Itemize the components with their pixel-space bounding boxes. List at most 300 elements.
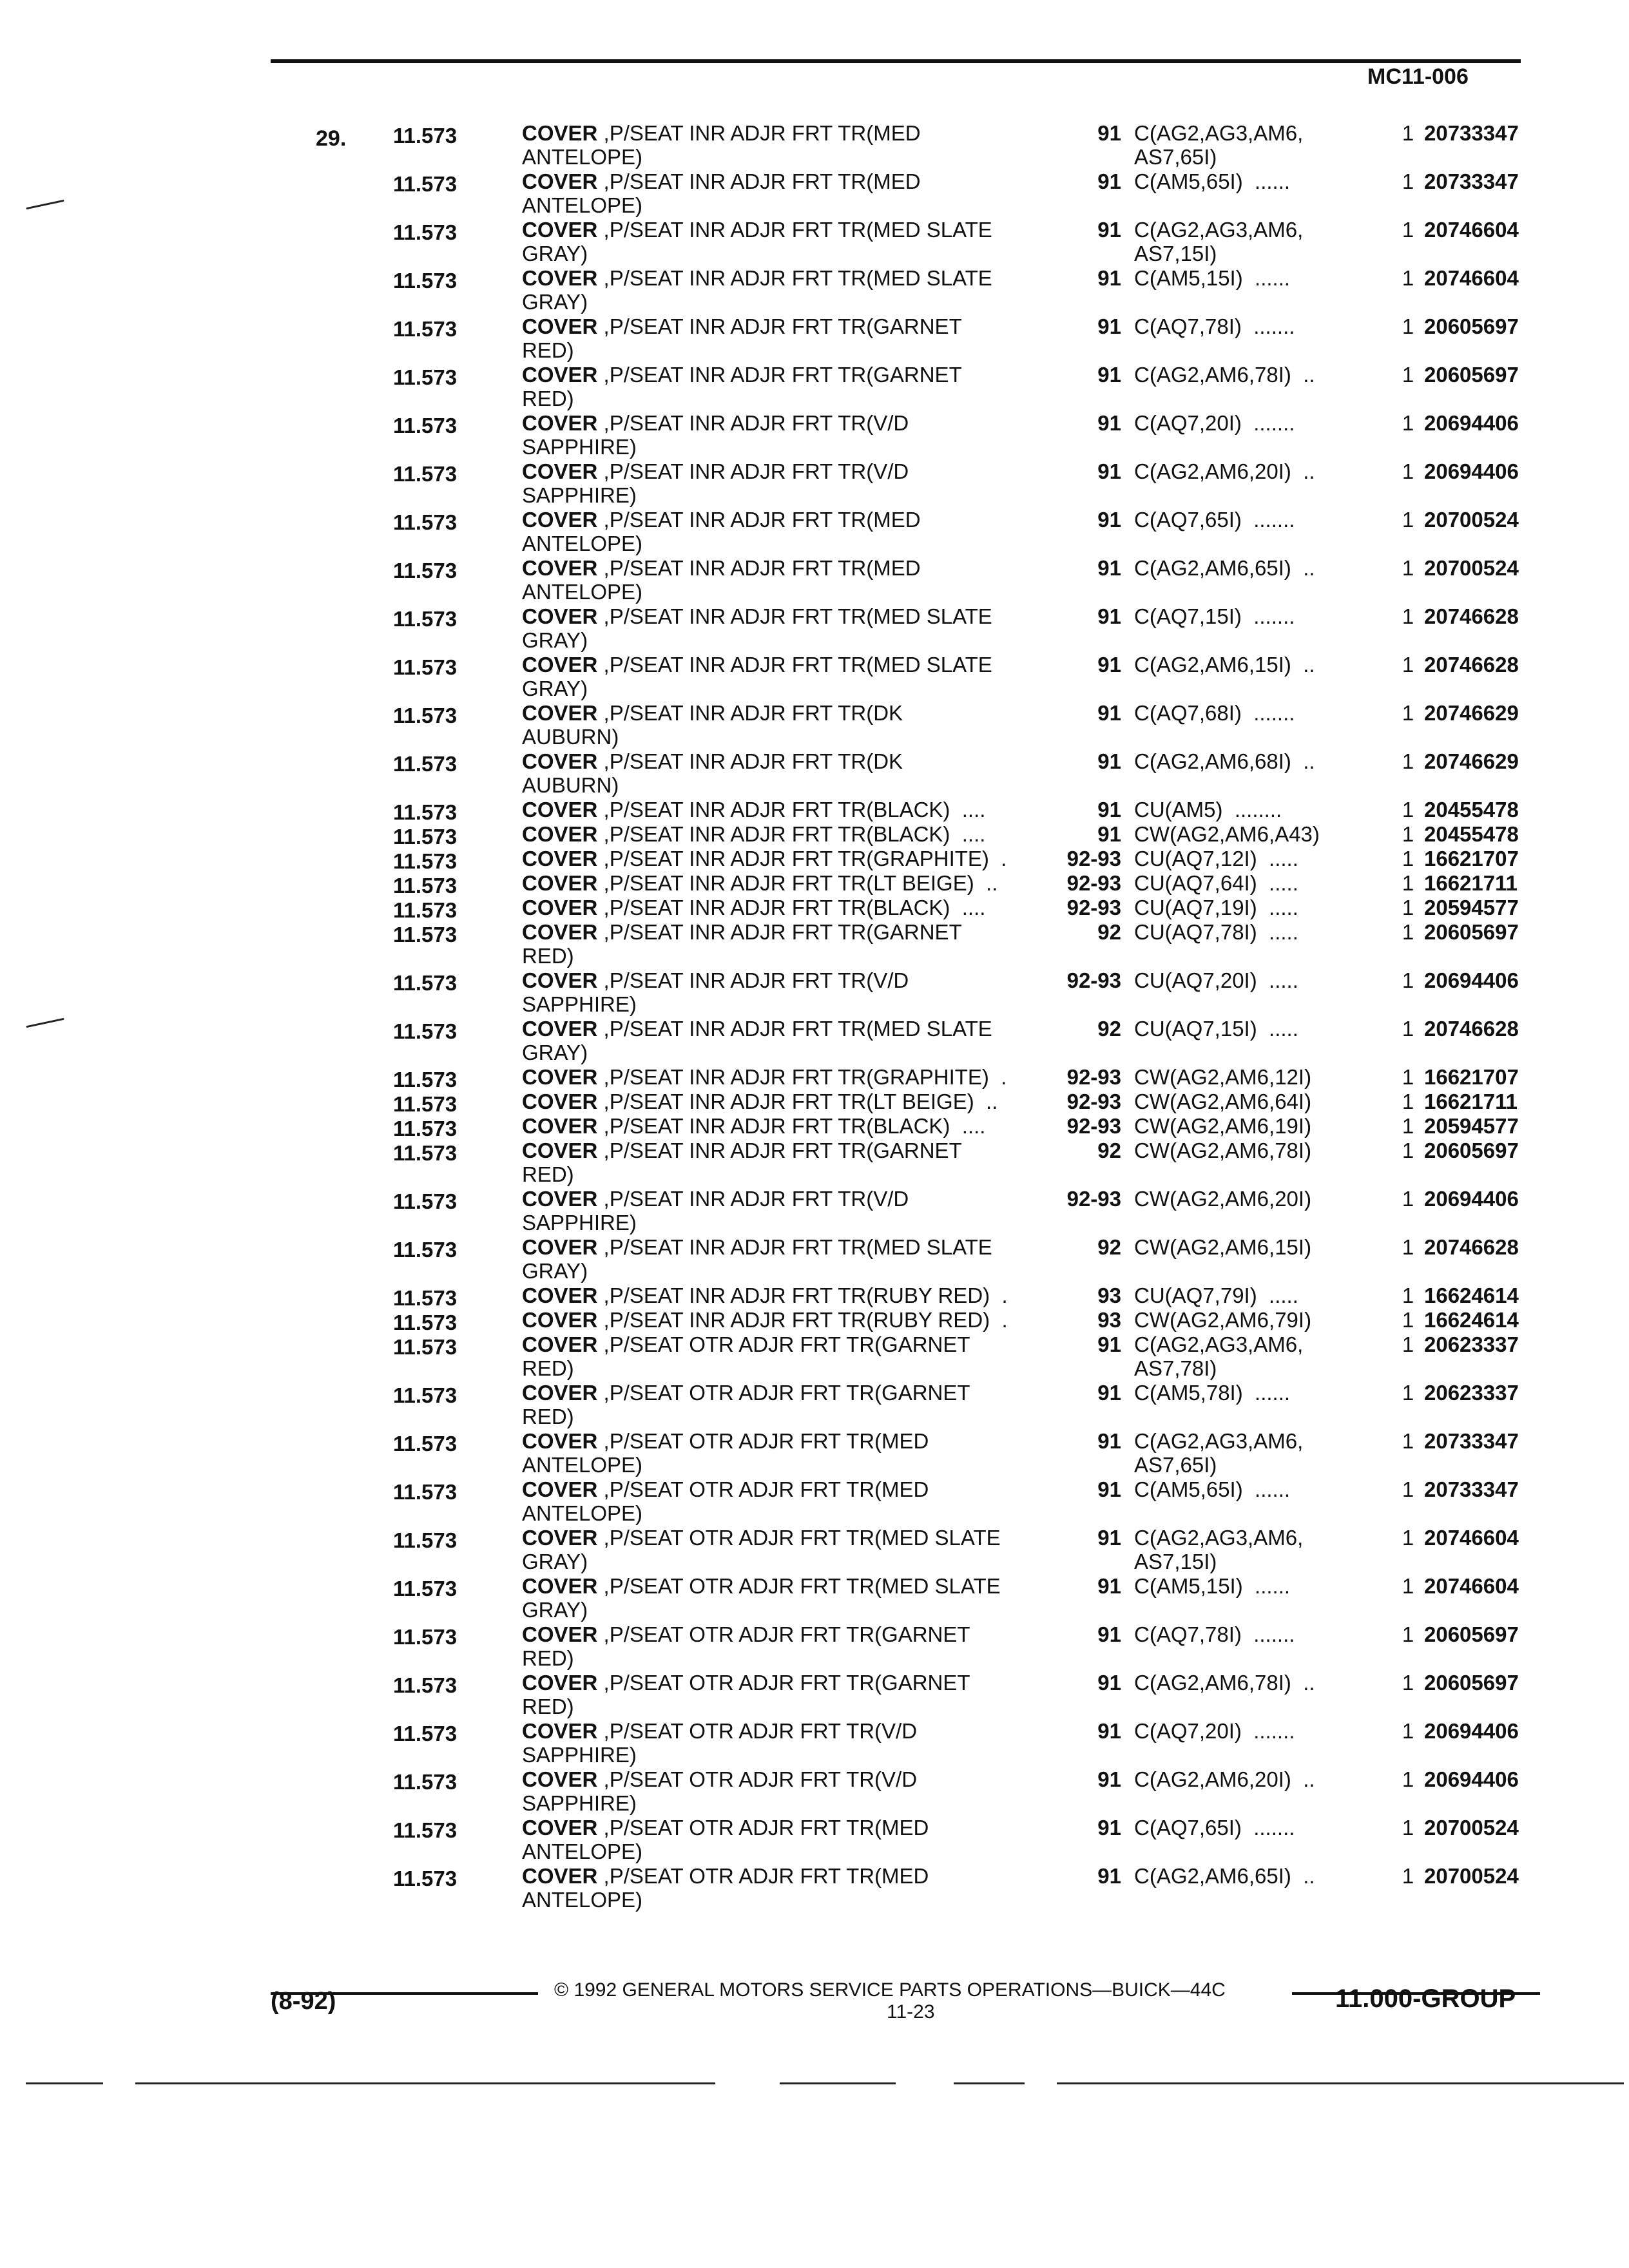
quantity: 1 [1402,653,1414,677]
part-row [0,1816,1629,1864]
quantity: 1 [1402,1065,1414,1089]
part-description: COVER ,P/SEAT INR ADJR FRT TR(V/D SAPPHIRE) [522,411,909,459]
bottom-rule [954,2082,1025,2084]
part-number: 16621711 [1424,871,1518,895]
part-number: 20605697 [1424,920,1519,944]
part-row [0,1114,1629,1139]
model-code: C(AG2,AM6,78I) .. [1134,1671,1315,1695]
part-description: COVER ,P/SEAT INR ADJR FRT TR(GARNET RED) [522,920,962,968]
part-row [0,1381,1629,1429]
part-row [0,822,1629,847]
part-number: 20605697 [1424,314,1519,338]
model-code: CW(AG2,AM6,A43) [1134,822,1320,846]
part-description: COVER ,P/SEAT INR ADJR FRT TR(MED ANTELOPE) [522,556,921,604]
part-row [0,169,1629,218]
model-code: C(AQ7,15I) ....... [1134,604,1295,628]
quantity: 1 [1402,1308,1414,1332]
part-number: 20605697 [1424,1671,1519,1695]
model-year: 92-93 [1066,1090,1121,1113]
quantity: 1 [1402,121,1414,145]
quantity: 1 [1402,1090,1414,1113]
part-number: 20746629 [1424,701,1519,725]
part-description: COVER ,P/SEAT INR ADJR FRT TR(V/D SAPPHIRE) [522,459,909,507]
part-row [0,896,1629,920]
model-code: C(AM5,15I) ...... [1134,1574,1291,1598]
part-number: 20746628 [1424,1017,1519,1041]
quantity: 1 [1402,1864,1414,1888]
model-code: CW(AG2,AM6,19I) [1134,1114,1312,1138]
group-code: 11.573 [393,317,458,341]
model-year: 91 [1097,266,1121,290]
group-code: 11.573 [393,1480,458,1504]
part-description: COVER ,P/SEAT OTR ADJR FRT TR(MED ANTELOPE) [522,1864,929,1912]
part-row [0,1308,1629,1332]
quantity: 1 [1402,822,1414,846]
item-number: 29. [316,126,347,151]
part-number: 20746629 [1424,749,1519,773]
model-year: 92-93 [1066,847,1121,870]
quantity: 1 [1402,363,1414,387]
model-code: CW(AG2,AM6,78I) [1134,1139,1312,1162]
group-code: 11.573 [393,1238,458,1262]
model-year: 91 [1097,363,1121,387]
part-number: 20700524 [1424,1816,1519,1840]
group-code: 11.573 [393,800,458,824]
part-number: 20700524 [1424,556,1519,580]
quantity: 1 [1402,1622,1414,1646]
part-row [0,604,1629,653]
quantity: 1 [1402,411,1414,435]
model-year: 91 [1097,1526,1121,1550]
model-year: 91 [1097,1332,1121,1356]
group-code: 11.573 [393,1528,458,1552]
group-code: 11.573 [393,124,458,148]
model-year: 93 [1097,1308,1121,1332]
part-number: 20700524 [1424,1864,1519,1888]
part-row [0,1139,1629,1187]
part-row [0,1090,1629,1114]
part-row [0,1429,1629,1477]
model-code: C(AG2,AG3,AM6, AS7,78I) [1134,1332,1304,1380]
part-row [0,556,1629,604]
part-row [0,1574,1629,1622]
part-row [0,920,1629,968]
quantity: 1 [1402,847,1414,870]
part-number: 16621707 [1424,847,1519,870]
part-description: COVER ,P/SEAT OTR ADJR FRT TR(GARNET RED) [522,1332,970,1380]
model-year: 91 [1097,1574,1121,1598]
model-code: C(AQ7,68I) ....... [1134,701,1295,725]
model-year: 91 [1097,169,1121,193]
group-code: 11.573 [393,655,458,679]
model-year: 92-93 [1066,1065,1121,1089]
model-code: CU(AQ7,20I) ..... [1134,968,1298,992]
part-number: 20455478 [1424,798,1519,822]
group-code: 11.573 [393,172,458,196]
part-number: 20700524 [1424,508,1519,532]
quantity: 1 [1402,459,1414,483]
part-description: COVER ,P/SEAT INR ADJR FRT TR(RUBY RED) . [522,1308,1008,1332]
model-year: 92-93 [1066,896,1121,919]
part-row [0,363,1629,411]
model-year: 91 [1097,459,1121,483]
quantity: 1 [1402,1381,1414,1405]
part-description: COVER ,P/SEAT OTR ADJR FRT TR(MED ANTELOPE) [522,1477,929,1525]
group-code: 11.573 [393,220,458,244]
part-description: COVER ,P/SEAT OTR ADJR FRT TR(V/D SAPPHIRE) [522,1719,918,1767]
group-code: 11.573 [393,269,458,293]
part-description: COVER ,P/SEAT INR ADJR FRT TR(MED SLATE GRAY) [522,1017,992,1064]
part-number: 20694406 [1424,968,1519,992]
model-year: 92-93 [1066,1114,1121,1138]
part-row [0,749,1629,798]
model-code: C(AM5,65I) ...... [1134,1477,1291,1501]
part-number: 20594577 [1424,896,1519,919]
model-code: CW(AG2,AM6,12I) [1134,1065,1312,1089]
part-row [0,1864,1629,1912]
bottom-rule [780,2082,896,2084]
part-number: 20694406 [1424,1187,1519,1211]
group-code: 11.573 [393,1117,458,1140]
quantity: 1 [1402,1429,1414,1453]
model-code: C(AG2,AM6,65I) .. [1134,556,1315,580]
part-row [0,653,1629,701]
part-number: 20623337 [1424,1381,1519,1405]
quantity: 1 [1402,604,1414,628]
part-row [0,411,1629,459]
part-number: 20746628 [1424,1235,1519,1259]
group-code: 11.573 [393,1818,458,1842]
group-code: 11.573 [393,1092,458,1116]
model-year: 91 [1097,1429,1121,1453]
top-rule [271,59,1521,63]
quantity: 1 [1402,169,1414,193]
model-year: 92 [1097,1139,1121,1162]
quantity: 1 [1402,508,1414,532]
model-year: 91 [1097,798,1121,822]
part-row [0,871,1629,896]
model-year: 91 [1097,411,1121,435]
footer-date-code: (8-92) [271,1988,336,2015]
part-description: COVER ,P/SEAT INR ADJR FRT TR(MED SLATE GRAY) [522,266,992,314]
part-description: COVER ,P/SEAT INR ADJR FRT TR(LT BEIGE) .. [522,1090,998,1113]
model-code: CW(AG2,AM6,15I) [1134,1235,1312,1259]
quantity: 1 [1402,920,1414,944]
group-code: 11.573 [393,1770,458,1794]
part-number: 16624614 [1424,1308,1519,1332]
model-code: C(AM5,65I) ...... [1134,169,1291,193]
group-code: 11.573 [393,849,458,873]
group-code: 11.573 [393,1335,458,1359]
part-description: COVER ,P/SEAT INR ADJR FRT TR(BLACK) .... [522,798,986,822]
part-description: COVER ,P/SEAT INR ADJR FRT TR(MED ANTELOPE) [522,121,921,169]
group-code: 11.573 [393,1286,458,1310]
part-row [0,847,1629,871]
model-code: CU(AQ7,19I) ..... [1134,896,1298,919]
part-number: 20694406 [1424,1719,1519,1743]
part-row [0,1477,1629,1526]
part-row [0,314,1629,363]
part-number: 20694406 [1424,411,1519,435]
quantity: 1 [1402,1017,1414,1041]
group-code: 11.573 [393,1432,458,1456]
part-row [0,218,1629,266]
quantity: 1 [1402,1767,1414,1791]
part-number: 20733347 [1424,1477,1519,1501]
model-code: C(AG2,AM6,15I) .. [1134,653,1315,677]
model-year: 91 [1097,604,1121,628]
part-row [0,1767,1629,1816]
part-description: COVER ,P/SEAT INR ADJR FRT TR(GARNET RED) [522,1139,962,1186]
part-row [0,459,1629,508]
model-year: 91 [1097,121,1121,145]
model-code: C(AG2,AG3,AM6, AS7,15I) [1134,1526,1304,1573]
part-number: 20733347 [1424,1429,1519,1453]
part-number: 16621707 [1424,1065,1519,1089]
part-number: 16621711 [1424,1090,1518,1113]
quantity: 1 [1402,1477,1414,1501]
part-row [0,1065,1629,1090]
group-code: 11.573 [393,898,458,922]
part-description: COVER ,P/SEAT INR ADJR FRT TR(GRAPHITE) . [522,1065,1007,1089]
model-code: C(AQ7,20I) ....... [1134,1719,1295,1743]
part-description: COVER ,P/SEAT OTR ADJR FRT TR(MED SLATE GRAY) [522,1574,1001,1622]
part-number: 20605697 [1424,1622,1519,1646]
part-row [0,1526,1629,1574]
model-code: C(AG2,AM6,20I) .. [1134,459,1315,483]
model-code: C(AQ7,20I) ....... [1134,411,1295,435]
model-year: 91 [1097,1477,1121,1501]
part-description: COVER ,P/SEAT OTR ADJR FRT TR(GARNET RED) [522,1622,970,1670]
part-row [0,1235,1629,1283]
model-year: 92 [1097,920,1121,944]
group-code: 11.573 [393,1722,458,1745]
quantity: 1 [1402,1332,1414,1356]
model-code: C(AQ7,65I) ....... [1134,1816,1295,1840]
part-description: COVER ,P/SEAT INR ADJR FRT TR(GARNET RED) [522,314,962,362]
part-row [0,798,1629,822]
model-code: C(AM5,15I) ...... [1134,266,1291,290]
footer-page-number: 11-23 [887,2001,935,2023]
group-code: 11.573 [393,971,458,995]
quantity: 1 [1402,556,1414,580]
part-row [0,1671,1629,1719]
model-code: CU(AQ7,15I) ..... [1134,1017,1298,1041]
group-code: 11.573 [393,462,458,486]
model-year: 91 [1097,749,1121,773]
part-number: 20746604 [1424,1574,1519,1598]
part-description: COVER ,P/SEAT INR ADJR FRT TR(MED ANTELOPE) [522,169,921,217]
part-description: COVER ,P/SEAT OTR ADJR FRT TR(MED SLATE GRAY) [522,1526,1001,1573]
model-year: 92-93 [1066,968,1121,992]
quantity: 1 [1402,266,1414,290]
part-description: COVER ,P/SEAT INR ADJR FRT TR(RUBY RED) . [522,1283,1008,1307]
model-code: CU(AQ7,12I) ..... [1134,847,1298,870]
part-row [0,1622,1629,1671]
model-code: C(AQ7,65I) ....... [1134,508,1295,532]
part-description: COVER ,P/SEAT INR ADJR FRT TR(MED SLATE GRAY) [522,653,992,700]
part-number: 20733347 [1424,169,1519,193]
model-code: C(AG2,AM6,20I) .. [1134,1767,1315,1791]
model-code: C(AG2,AM6,78I) .. [1134,363,1315,387]
group-code: 11.573 [393,874,458,898]
model-code: CW(AG2,AM6,64I) [1134,1090,1312,1113]
part-row [0,266,1629,314]
footer-copyright: © 1992 GENERAL MOTORS SERVICE PARTS OPERATIONS—BUICK—44C [554,1979,1226,2001]
quantity: 1 [1402,218,1414,242]
part-row [0,508,1629,556]
part-description: COVER ,P/SEAT OTR ADJR FRT TR(GARNET RED) [522,1671,970,1718]
quantity: 1 [1402,1671,1414,1695]
group-code: 11.573 [393,607,458,631]
group-code: 11.573 [393,1311,458,1334]
model-year: 93 [1097,1283,1121,1307]
group-code: 11.573 [393,825,458,849]
model-code: C(AG2,AG3,AM6, AS7,65I) [1134,1429,1304,1477]
part-description: COVER ,P/SEAT INR ADJR FRT TR(MED ANTELOPE) [522,508,921,555]
model-year: 91 [1097,508,1121,532]
model-code: C(AG2,AM6,65I) .. [1134,1864,1315,1888]
model-code: CW(AG2,AM6,20I) [1134,1187,1312,1211]
model-year: 91 [1097,218,1121,242]
part-row [0,1187,1629,1235]
model-year: 92-93 [1066,871,1121,895]
model-year: 91 [1097,822,1121,846]
part-number: 20746628 [1424,604,1519,628]
quantity: 1 [1402,701,1414,725]
model-code: CU(AM5) ........ [1134,798,1282,822]
part-number: 20746628 [1424,653,1519,677]
quantity: 1 [1402,1719,1414,1743]
group-code: 11.573 [393,1141,458,1165]
model-year: 91 [1097,556,1121,580]
part-number: 20746604 [1424,218,1519,242]
part-number: 20694406 [1424,1767,1519,1791]
quantity: 1 [1402,314,1414,338]
bottom-rule [26,2082,103,2084]
part-number: 20746604 [1424,1526,1519,1550]
model-code: CU(AQ7,79I) ..... [1134,1283,1298,1307]
group-code: 11.573 [393,365,458,389]
quantity: 1 [1402,1139,1414,1162]
part-description: COVER ,P/SEAT INR ADJR FRT TR(GARNET RED) [522,363,962,410]
part-description: COVER ,P/SEAT INR ADJR FRT TR(MED SLATE GRAY) [522,604,992,652]
part-row [0,121,1629,169]
model-code: C(AM5,78I) ...... [1134,1381,1291,1405]
part-number: 20733347 [1424,121,1519,145]
group-code: 11.573 [393,1383,458,1407]
part-description: COVER ,P/SEAT INR ADJR FRT TR(V/D SAPPHIRE) [522,968,909,1016]
model-code: C(AQ7,78I) ....... [1134,314,1295,338]
group-code: 11.573 [393,1577,458,1600]
part-row [0,1719,1629,1767]
model-year: 92 [1097,1017,1121,1041]
parts-list [0,121,1629,1912]
quantity: 1 [1402,1187,1414,1211]
quantity: 1 [1402,1816,1414,1840]
part-description: COVER ,P/SEAT INR ADJR FRT TR(MED SLATE GRAY) [522,218,992,265]
group-code: 11.573 [393,923,458,947]
group-code: 11.573 [393,1019,458,1043]
model-year: 91 [1097,1622,1121,1646]
bottom-rule [1057,2082,1624,2084]
reference-code: MC11-006 [1367,64,1469,89]
model-year: 91 [1097,1671,1121,1695]
part-description: COVER ,P/SEAT INR ADJR FRT TR(GRAPHITE) . [522,847,1007,870]
part-number: 20455478 [1424,822,1519,846]
part-row [0,1017,1629,1065]
footer-group: 11.000-GROUP [1335,1984,1516,2013]
part-row [0,701,1629,749]
part-description: COVER ,P/SEAT OTR ADJR FRT TR(V/D SAPPHIRE) [522,1767,918,1815]
part-description: COVER ,P/SEAT OTR ADJR FRT TR(MED ANTELOPE) [522,1429,929,1477]
part-row [0,968,1629,1017]
group-code: 11.573 [393,559,458,582]
group-code: 11.573 [393,510,458,534]
part-description: COVER ,P/SEAT INR ADJR FRT TR(BLACK) .... [522,822,986,846]
group-code: 11.573 [393,752,458,776]
model-year: 91 [1097,1719,1121,1743]
part-description: COVER ,P/SEAT INR ADJR FRT TR(DK AUBURN) [522,749,903,797]
group-code: 11.573 [393,1625,458,1649]
model-year: 91 [1097,1767,1121,1791]
part-row [0,1283,1629,1308]
part-number: 20694406 [1424,459,1519,483]
model-code: CW(AG2,AM6,79I) [1134,1308,1312,1332]
part-number: 20605697 [1424,1139,1519,1162]
quantity: 1 [1402,1114,1414,1138]
part-row [0,1332,1629,1381]
part-description: COVER ,P/SEAT OTR ADJR FRT TR(MED ANTELOPE) [522,1816,929,1863]
quantity: 1 [1402,749,1414,773]
part-number: 16624614 [1424,1283,1519,1307]
part-description: COVER ,P/SEAT INR ADJR FRT TR(V/D SAPPHIRE) [522,1187,909,1235]
quantity: 1 [1402,871,1414,895]
model-code: CU(AQ7,64I) ..... [1134,871,1298,895]
part-number: 20594577 [1424,1114,1519,1138]
quantity: 1 [1402,1283,1414,1307]
model-year: 91 [1097,653,1121,677]
part-description: COVER ,P/SEAT INR ADJR FRT TR(BLACK) .... [522,1114,986,1138]
part-description: COVER ,P/SEAT INR ADJR FRT TR(BLACK) .... [522,896,986,919]
part-number: 20746604 [1424,266,1519,290]
quantity: 1 [1402,798,1414,822]
quantity: 1 [1402,1574,1414,1598]
group-code: 11.573 [393,1673,458,1697]
quantity: 1 [1402,1235,1414,1259]
part-description: COVER ,P/SEAT INR ADJR FRT TR(MED SLATE GRAY) [522,1235,992,1283]
part-description: COVER ,P/SEAT INR ADJR FRT TR(DK AUBURN) [522,701,903,749]
model-year: 91 [1097,1816,1121,1840]
model-code: CU(AQ7,78I) ..... [1134,920,1298,944]
model-code: C(AQ7,78I) ....... [1134,1622,1295,1646]
quantity: 1 [1402,896,1414,919]
part-description: COVER ,P/SEAT OTR ADJR FRT TR(GARNET RED) [522,1381,970,1428]
model-year: 91 [1097,1381,1121,1405]
part-number: 20605697 [1424,363,1519,387]
model-code: C(AG2,AM6,68I) .. [1134,749,1315,773]
bottom-rule [135,2082,715,2084]
group-code: 11.573 [393,1189,458,1213]
model-code: C(AG2,AG3,AM6, AS7,15I) [1134,218,1304,265]
model-year: 92 [1097,1235,1121,1259]
group-code: 11.573 [393,414,458,437]
model-year: 92-93 [1066,1187,1121,1211]
model-year: 91 [1097,701,1121,725]
model-year: 91 [1097,314,1121,338]
group-code: 11.573 [393,1867,458,1890]
model-year: 91 [1097,1864,1121,1888]
